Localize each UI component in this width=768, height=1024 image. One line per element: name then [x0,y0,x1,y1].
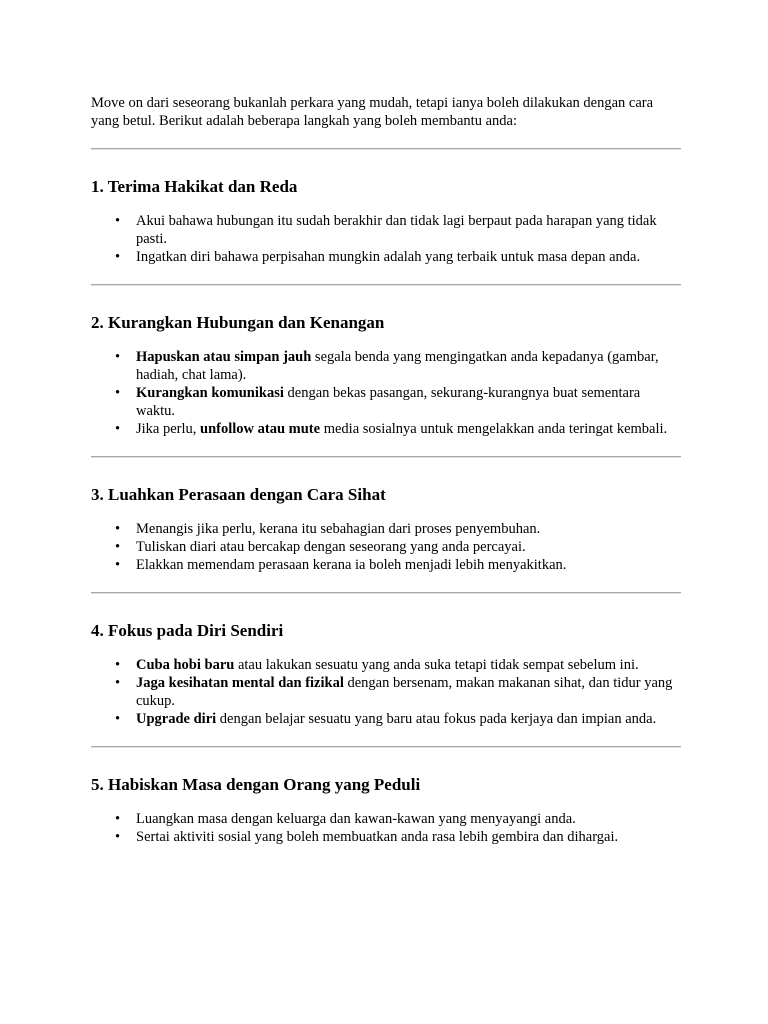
intro-paragraph: Move on dari seseorang bukanlah perkara yang mudah, tetapi ianya boleh dilakukan dengan cara yang betul. Berikut adalah beberapa langkah yang boleh membantu anda: [91,95,654,129]
list-item [115,556,681,574]
bullet-icon: • [115,811,121,827]
bullet-list [91,656,681,728]
section-divider [91,456,681,458]
list-item [115,420,681,438]
section-divider [91,148,681,150]
section-heading: 3. Luahkan Perasaan dengan Cara Sihat [91,485,386,504]
list-item-emphasis: Hapuskan atau simpan jauh [136,349,312,365]
list-item-text: Ingatkan diri bahawa perpisahan mungkin adalah yang terbaik untuk masa depan anda. [136,249,641,265]
section-heading: 5. Habiskan Masa dengan Orang yang Peduli [91,775,421,794]
list-item [115,348,681,384]
list-item-text: dengan bersenam, makan makanan sihat, dan tidur yang cukup. [136,675,673,709]
bullet-list [91,520,681,574]
list-item-text: Akui bahawa hubungan itu sudah berakhir dan tidak lagi berpaut pada harapan yang tidak pasti. [136,213,657,247]
list-item-emphasis: Cuba hobi baru [136,657,235,673]
list-item-emphasis: unfollow atau mute [200,421,321,437]
list-item [115,538,681,556]
bullet-icon: • [115,349,121,365]
list-item-text: Elakkan memendam perasaan kerana ia boleh menjadi lebih menyakitkan. [136,557,567,573]
bullet-icon: • [115,249,121,265]
list-item-text: atau lakukan sesuatu yang anda suka tetapi tidak sempat sebelum ini. [234,657,639,673]
document-page [91,94,681,846]
list-item [115,710,681,728]
bullet-list [91,212,681,266]
list-item [115,212,681,248]
list-item-text: Luangkan masa dengan keluarga dan kawan-kawan yang menyayangi anda. [136,811,576,827]
list-item [115,248,681,266]
sections-container [91,148,681,846]
bullet-icon: • [115,675,121,691]
bullet-icon: • [115,557,121,573]
bullet-icon: • [115,711,121,727]
bullet-icon: • [115,521,121,537]
bullet-list [91,348,681,438]
bullet-icon: • [115,657,121,673]
bullet-icon: • [115,213,121,229]
section-divider [91,746,681,748]
list-item-text: Jika perlu, [136,421,201,437]
list-item-text: segala benda yang mengingatkan anda kepadanya (gambar, hadiah, chat lama). [136,349,659,383]
list-item-emphasis: Jaga kesihatan mental dan fizikal [136,675,344,691]
list-item [115,810,681,828]
list-item-emphasis: Kurangkan komunikasi [136,385,284,401]
list-item [115,828,681,846]
list-item [115,384,681,420]
section-heading: 4. Fokus pada Diri Sendiri [91,621,284,640]
section-divider [91,592,681,594]
bullet-icon: • [115,385,121,401]
list-item-text: dengan bekas pasangan, sekurang-kurangnya buat sementara waktu. [136,385,641,419]
list-item [115,520,681,538]
list-item-text: Tuliskan diari atau bercakap dengan seseorang yang anda percayai. [136,539,526,555]
list-item-text: Menangis jika perlu, kerana itu sebahagian dari proses penyembuhan. [136,521,541,537]
list-item [115,674,681,710]
list-item-emphasis: Upgrade diri [136,711,217,727]
list-item-text: dengan belajar sesuatu yang baru atau fokus pada kerjaya dan impian anda. [216,711,657,727]
list-item-text: media sosialnya untuk mengelakkan anda teringat kembali. [320,421,668,437]
bullet-icon: • [115,829,121,845]
bullet-list [91,810,681,846]
bullet-icon: • [115,539,121,555]
section-heading: 1. Terima Hakikat dan Reda [91,177,298,196]
section-divider [91,284,681,286]
bullet-icon: • [115,421,121,437]
list-item [115,656,681,674]
list-item-text: Sertai aktiviti sosial yang boleh membuatkan anda rasa lebih gembira dan dihargai. [136,829,619,845]
section-heading: 2. Kurangkan Hubungan dan Kenangan [91,313,385,332]
